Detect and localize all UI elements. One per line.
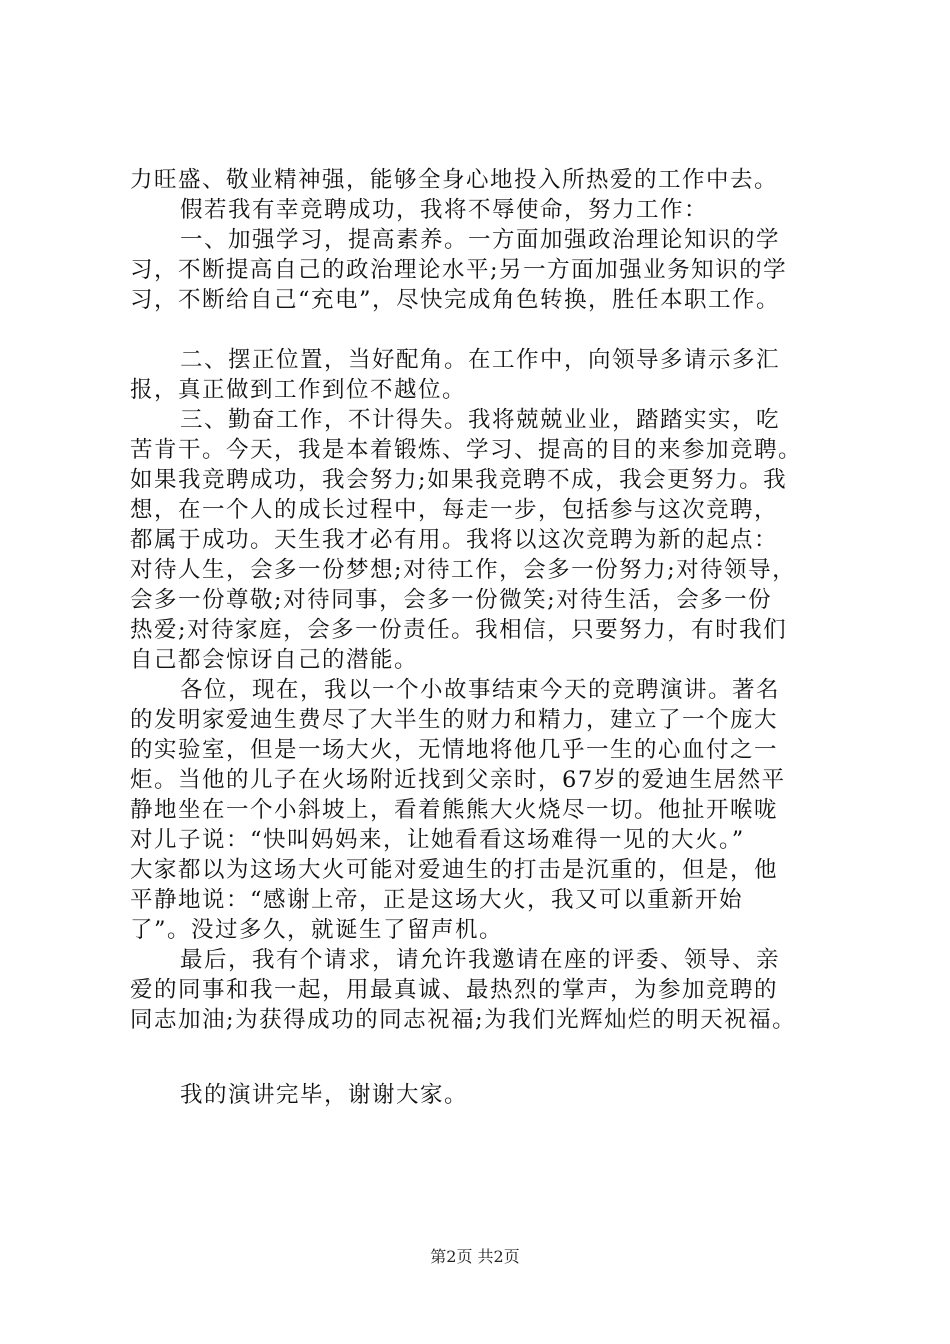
paragraph-line: 各位，现在，我以一个小故事结束今天的竞聘演讲。著名 xyxy=(180,677,781,703)
closing-line: 我的演讲完毕，谢谢大家。 xyxy=(180,1082,469,1108)
text-line: 力旺盛、敬业精神强，能够全身心地投入所热爱的工作中去。 xyxy=(130,167,779,193)
text-line: 习，不断给自己“充电”，尽快完成角色转换，胜任本职工作。 xyxy=(130,287,781,313)
text-line: 苦肯干。今天，我是本着锻炼、学习、提高的目的来参加竞聘。 xyxy=(130,437,803,463)
paragraph-gap xyxy=(130,315,850,345)
text-line: 了”。没过多久，就诞生了留声机。 xyxy=(130,917,504,943)
text-line: 平静地说：“感谢上帝，正是这场大火，我又可以重新开始 xyxy=(130,887,744,913)
text-line: 想，在一个人的成长过程中，每走一步，包括参与这次竞聘， xyxy=(130,497,779,523)
text-line: 对待人生，会多一份梦想;对待工作，会多一份努力;对待领导， xyxy=(130,557,797,583)
text-line: 都属于成功。天生我才必有用。我将以这次竞聘为新的起点： xyxy=(130,527,779,553)
text-line: 的实验室，但是一场大火，无情地将他几乎一生的心血付之一 xyxy=(130,737,779,763)
page-number-footer: 第2页 共2页 xyxy=(430,1247,520,1266)
body-text xyxy=(130,165,850,1110)
text-line: 对儿子说：“快叫妈妈来，让她看看这场难得一见的大火。” xyxy=(130,827,745,853)
text-line: 炬。当他的儿子在火场附近找到父亲时，67岁的爱迪生居然平 xyxy=(130,767,786,793)
text-line: 大家都以为这场大火可能对爱迪生的打击是沉重的，但是，他 xyxy=(130,857,779,883)
paragraph-line: 最后，我有个请求，请允许我邀请在座的评委、领导、亲 xyxy=(180,947,781,973)
text-line: 自己都会惊讶自己的潜能。 xyxy=(130,647,419,673)
text-line: 如果我竞聘成功，我会努力;如果我竞聘不成，我会更努力。我 xyxy=(130,467,788,493)
paragraph-line: 二、摆正位置，当好配角。在工作中，向领导多请示多汇 xyxy=(180,347,781,373)
paragraph-line: 一、加强学习，提高素养。一方面加强政治理论知识的学 xyxy=(180,227,781,253)
paragraph-gap xyxy=(130,1035,850,1080)
paragraph-line: 假若我有幸竞聘成功，我将不辱使命，努力工作： xyxy=(180,197,709,223)
text-line: 爱的同事和我一起，用最真诚、最热烈的掌声，为参加竞聘的 xyxy=(130,977,779,1003)
paragraph-line: 三、勤奋工作，不计得失。我将兢兢业业，踏踏实实，吃 xyxy=(180,407,781,433)
text-line: 报，真正做到工作到位不越位。 xyxy=(130,377,467,403)
text-line: 的发明家爱迪生费尽了大半生的财力和精力，建立了一个庞大 xyxy=(130,707,779,733)
text-line: 习，不断提高自己的政治理论水平;另一方面加强业务知识的学 xyxy=(130,257,788,283)
text-line: 同志加油;为获得成功的同志祝福;为我们光辉灿烂的明天祝福。 xyxy=(130,1007,797,1033)
text-line: 会多一份尊敬;对待同事，会多一份微笑;对待生活，会多一份 xyxy=(130,587,773,613)
text-line: 热爱;对待家庭，会多一份责任。我相信，只要努力，有时我们 xyxy=(130,617,788,643)
text-line: 静地坐在一个小斜坡上，看着熊熊大火烧尽一切。他扯开喉咙 xyxy=(130,797,779,823)
